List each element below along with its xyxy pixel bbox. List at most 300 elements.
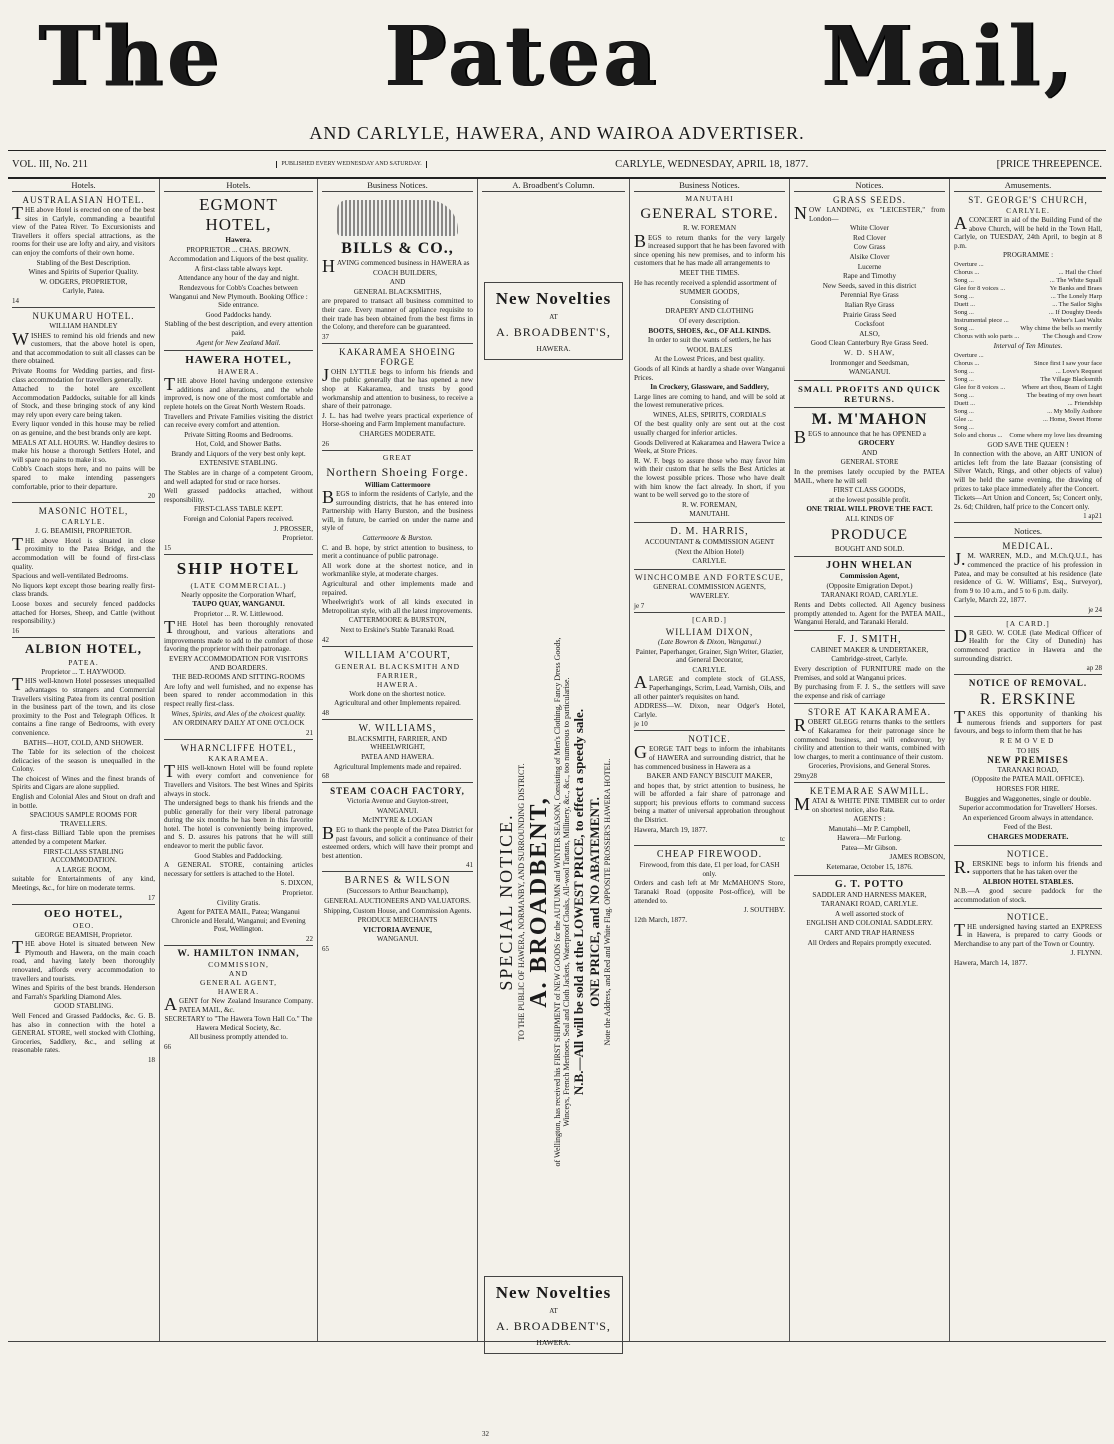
ad-title: STEAM COACH FACTORY, [330,786,465,797]
ad-number: 66 [164,1042,171,1051]
ad-paragraph: Attached to the hotel are excellent Accommodation Paddocks, suitable for all kinds of Stock, and these bringing stock of any kind may rely upon every care being taken. [12,385,155,419]
ad-paragraph: Rendezvous for Cobb's Coaches between Wanganui and New Plymouth. Booking Office : Side entrance. [169,283,308,310]
ad-line: GENERAL BLACKSMITHS, [353,287,442,296]
programme-item-kind: Song ... [954,407,974,415]
ad-f-j-smith [794,634,945,705]
ad-title: WINCHCOMBE AND FORTESCUE, [635,572,784,582]
ad-line: WANGANUI. [848,368,891,377]
ad-paragraph: FIRST CLASS GOODS, [833,486,906,495]
ad-line: TARANAKI ROAD, CARLYLE. [821,591,918,600]
special-notice-name: A. BROADBENT, [525,796,552,1008]
ad-paragraph: Well Fenced and Grassed Paddocks, &c. G. B. has also in connection with the hotel a GENERAL STORE, well stocked with Clothing, Groceries, Saddlery, &c., and selling at reasonable rates. [12,1011,155,1055]
programme-item-title: Why chime the bells so merrily [1020,324,1102,332]
ad-paragraph: VICTORIA AVENUE, [363,925,432,934]
ad-signature: W. ODGERS, PROPRIETOR, [39,277,128,286]
ad-paragraph: SPACIOUS SAMPLE ROOMS FOR TRAVELLERS. [29,811,138,828]
ad-masonic-hotel [12,506,155,638]
ad-paragraph: BOOTS, SHOES, &c., OF ALL KINDS. [648,326,771,335]
programme-row [954,352,1102,360]
programme-item-title: ... The Lonely Harp [1050,292,1102,300]
ad-steam-coach-factory [322,786,473,872]
ad-wharncliffe-hotel [164,743,313,946]
ad-line: WAVERLEY. [689,592,730,601]
seed-item: Alsike Clover [849,252,890,261]
seed-item: Lucerne [857,262,882,271]
ad-barnes-wilson [322,875,473,955]
ad-line: GROCERY [858,439,895,448]
ad-paragraph: are prepared to transact all business committed to their care. Every manner of appliance requisite to their trade has been obtained from the best firms in the Colony, and therefore can be guaranteed. [322,297,473,332]
ad-title: ALBION HOTEL, [24,640,143,656]
ad-ship-hotel [164,559,313,740]
novelties-at: AT [549,1307,558,1315]
ad-title: WILLIAM DIXON, [665,626,754,637]
novelties-at: AT [549,313,558,321]
ad-title: Northern Shoeing Forge. [326,464,469,479]
ad-hawera-hotel [164,354,313,555]
ad-line: Buggies and Waggonettes, single or double. [964,794,1092,803]
column-heading: Notices. [794,179,945,192]
programme-item-kind: Song ... [954,367,974,375]
ad-body: ALARGE and complete stock of GLASS, Paperhangings, Scrim, Lead, Varnish, Oils, and all other painter's requisites on hand. [634,672,786,701]
ad-title: JOHN WHELAN [826,560,913,572]
ad-line: N.B.—A good secure paddock for the accommodation of stock. [954,887,1102,904]
masthead [8,4,1106,122]
ad-hamilton-inman [164,949,313,1053]
programme-row [954,325,1102,333]
ad-place: CARLYLE. [1006,206,1050,215]
ad-number: ap 28 [1086,664,1102,673]
ad-paragraph: The choicest of Wines and the finest brands of Spirits and Cigars are alone supplied. [12,774,155,792]
ad-paragraph: WANGANUI. [376,935,419,944]
ad-line: Feed of the Best. [1003,823,1053,832]
ad-title: KAKARAMEA SHOEING FORGE [339,346,456,367]
ad-paragraph: Manutahi—Mr P. Campbell, [828,824,911,833]
programme-item-title: ... Hail the Chief [1058,268,1102,276]
ad-notice-of-removal [954,678,1102,845]
ad-paragraph: C. and B. hope, by strict attention to business, to merit a continuance of public patronage. [322,543,473,561]
ad-paragraph: Orders and cash left at Mr McMAHON'S Store, Taranaki Road (opposite Post-office), will be attended to. [634,879,785,905]
programme-item-title: ... Love's Request [1055,367,1102,375]
programme-part-1 [954,261,1102,341]
ad-body: J.M. WARREN, M.D., and M.Ch.Q.U.I., has commenced the practice of his profession in Patea, and may be consulted at his residence (late residence of G. W. Williams', Esq., Surveyor), from 9 to 10 a.m., and 5 to 6 p.m. daily. [954,549,1102,595]
ad-paragraph: He has recently received a splendid assortment of [634,278,777,287]
ad-line: CHARGES MODERATE. [987,832,1069,841]
ad-paragraph: WINES, ALES, SPIRITS, CORDIALS [652,410,766,419]
ad-line: An experienced Groom always in attendance. [962,813,1094,822]
ad-number: 48 [322,708,329,717]
columns [8,179,1106,1438]
ad-body: THE above Hotel is erected on one of the best sites in Carlyle, commanding a beautiful view of the Patea River. To Excursionists and Travellers it offers special attractions, as the rooms for their use are lofty and airy, and visitors can enjoy the comforts of their own home. [12,203,155,257]
ad-erskine-notice [954,849,1102,909]
ad-paragraph: and hopes that, by strict attention to business, he will be afforded a fair share of patronage and support; his previous efforts to command success being a matter of universal approbation throughout the District. [634,781,785,825]
ad-line: HORSES FOR HIRE. [996,785,1060,793]
programme-closing: GOD SAVE THE QUEEN ! [987,440,1069,449]
ad-body: THE above Hotel is situated between New Plymouth and Hawera, on the main coach road, and having lately been thoroughly renovated, affords every accommodation to travellers and tourists. [12,937,155,983]
ad-paragraph: At the Lowest Prices, and best quality. [654,355,765,364]
ad-number: 15 [164,543,171,552]
programme-row [954,333,1102,341]
ad-line: COMMISSION, [208,960,269,969]
ad-paragraph: EVERY ACCOMMODATION FOR VISITORS AND BOARDERS. [168,654,309,672]
ad-line: MANUTAHI. [689,510,730,519]
ad-body: THE above Hotel is situated in close proximity to the Patea Bridge, and the accommodation will be found of first-class quality. [12,533,155,571]
ad-paragraph: Brandy and Liquors of the very best only kept. [171,449,306,458]
programme-row [954,277,1102,285]
ad-number: tc [779,835,785,844]
ad-title: SMALL PROFITS AND QUICK RETURNS. [798,383,941,404]
ad-bills-co [322,200,473,344]
ad-body: BEGS to return thanks for the very largely increased support that he has been favored with since opening his new premises, and to inform his customers that he has made all arrangements to [634,230,785,268]
ad-title: SHIP HOTEL [176,558,301,578]
ad-title: OEO HOTEL, [43,907,124,920]
programme-row [954,269,1102,277]
novelties-town: HAWERA. [536,1338,571,1347]
ad-number: 65 [322,944,329,953]
ad-paragraph: BAKER AND FANCY BISCUIT MAKER, [646,772,773,781]
column-notices-1 [790,179,950,1341]
programme-item-title: ... If Doughty Deeds [1048,308,1102,316]
ad-nukumaru-hotel [12,311,155,503]
ad-paragraph: Groceries, Provisions, and General Stores. [808,762,931,771]
programme-row [954,416,1102,424]
ad-paragraph: FIRST-CLASS TABLE KEPT. [194,505,283,514]
ad-owner: William Cattermoore [364,480,431,489]
ad-title: BARNES & WILSON [344,875,451,887]
ad-paragraph: The Table for its selection of the choicest delicacies of the season is unequalled in the Colony. [12,748,155,774]
ad-title: KETEMARAE SAWMILL. [809,785,930,796]
ad-title: W. HAMILTON INMAN, [177,949,300,959]
ad-paragraph: Hawera, March 19, 1877. [634,825,708,834]
ad-line: (Opposite Emigration Depot.) [826,581,913,590]
ad-line: HAWERA. [217,987,260,996]
ad-title: G. T. POTTO [834,878,905,890]
ad-paragraph: CART AND TRAP HARNESS [824,929,915,938]
ad-number: je 10 [634,720,648,729]
programme-row [954,293,1102,301]
programme-row [954,424,1102,432]
special-notice-body: of Wellington, has received his FIRST SHIPMENT of NEW GOODS for the AUTUMN and WINTER SEASON, Consisting of Men's Clothing, Fancy Dress Goods, Winceys, French Merinoes, Seal and Cloth Jackets, Waterproof Cloaks, All-wool Tartans, Millinery, &c., &c., too numerous to particularise. [552,637,571,1167]
ad-paragraph: J. L. has had twelve years practical experience of Horse-shoeing and Farm Implement manufacture. [322,411,473,429]
ad-title: NOTICE. [1006,911,1050,922]
ad-line: ACCOUNTANT & COMMISSION AGENT [644,538,775,546]
ad-signature: R. W. FOREMAN, [682,500,737,509]
ad-line: Painter, Paperhanger, Grainer, Sign Writer, Glazier, and General Decorator, [635,647,784,665]
ad-egmont-hotel [164,195,313,351]
ad-title: BILLS & CO., [341,240,454,257]
ad-oeo-hotel [12,908,155,1066]
ad-line: Proprietor. [282,889,313,898]
ad-line: Ironmonger and Seedsman, [830,358,909,367]
programme-item-title: Come where my love lies dreaming [1009,431,1102,439]
programme-item-title: ... The Sailor Sighs [1052,300,1102,308]
ad-line: Wines and Spirits of Superior Quality. [28,268,139,277]
programme-item-kind: Song ... [954,324,974,332]
ad-line: AND [861,448,878,457]
seed-item: Rape and Timothy [842,272,897,281]
ad-line: Carlyle, Patea. [62,287,105,296]
novelties-name: A. BROADBENT'S, [496,325,611,339]
ad-winchcombe-fortescue [634,573,785,613]
ad-body: GEORGE TAIT begs to inform the inhabitants of HAWERA and surrounding district, that he has commenced business in Hawera as a [634,742,785,771]
ad-number: 26 [322,439,329,448]
ad-paragraph: SECRETARY to "The Hawera Town Hall Co." The Hawera Medical Society, &c. [164,1015,313,1032]
ad-title: MASONIC HOTEL, [38,506,129,517]
ad-body: NOW LANDING, ex "LEICESTER," from London— [794,203,945,223]
ad-line: GENERAL AUCTIONEERS AND VALUATORS. [324,896,471,905]
ad-title: NOTICE. [1006,848,1050,859]
ad-paragraph: Consisting of [690,297,729,306]
ad-paragraph: SUMMER GOODS, [679,288,740,297]
ad-d-m-harris [634,526,785,570]
ad-number: 17 [148,893,155,902]
ad-body: THIS well-known Hotel possesses unequalled advantages to strangers and Commercial Travellers visiting Patea from its central position in the business part of the town, and its close proximity to the Post and Telegraph Offices. It contains a fine range of Bedrooms, with every convenience. [12,674,155,737]
ad-paragraph: English and Colonial Ales and Stout on draft and in bottle. [12,793,155,810]
programme-item-title: Weber's Last Waltz [1052,316,1102,324]
ad-signature: W. D. SHAW, [843,348,896,357]
ad-paragraph: Well grassed paddocks attached, without responsibility. [164,487,313,504]
coach-illustration [337,200,458,236]
ad-paragraph: PRODUCE MERCHANTS [357,916,438,925]
programme-item-kind: Chorus with solo parts ... [954,332,1020,340]
ad-line: TARANAKI ROAD, CARLYLE. [821,900,918,909]
ad-line: TO HIS [1016,746,1040,755]
ad-number: 37 [322,332,329,341]
issue-date: CARLYLE, WEDNESDAY, APRIL 18, 1877. [615,158,809,170]
column-heading: A. Broadbent's Column. [482,179,625,192]
ad-owner: J. G. BEAMISH, PROPRIETOR. [35,527,132,536]
ad-title: MEDICAL. [1002,541,1054,552]
programme-item-kind: Glee for 8 voices ... [954,284,1006,292]
programme-row [954,285,1102,293]
novelties-town: HAWERA. [536,344,571,353]
seed-item: New Seeds, saved in this district [822,281,917,290]
ad-title: W. WILLIAMS, [358,722,437,734]
programme-row [954,392,1102,400]
ad-paragraph: Agricultural and other Implements repaired. [334,699,461,708]
ad-dr-cole [954,619,1102,675]
ad-paragraph: The Stables are in charge of a competent Groom, and well adapted for stud or race horses. [164,469,313,486]
ad-number: 22 [306,935,313,943]
seed-item: Perennial Rye Grass [840,291,899,300]
ad-number: 18 [148,1055,155,1064]
ad-signature: J. PROSSER, [273,524,313,533]
ad-owner: McINTYRE & LOGAN [362,816,433,825]
ad-paragraph: Cobb's Coach stops here, and no pains will be spared to make intending passengers comfortable, prior to their departure. [12,465,155,491]
ad-paragraph: Wines and Spirits of the best brands. Henderson and Farrah's Sparkling Diamond Ales. [12,984,155,1001]
ad-line: (Next the Albion Hotel) [675,547,744,556]
special-notice-nb: N.B.—All will be sold at the LOWEST PRICE, to effect a speedy sale. [570,708,586,1096]
ad-paragraph: In Crockery, Glassware, and Saddlery, [650,383,769,392]
ad-owner: WILLIAM HANDLEY [49,321,118,330]
programme-item-kind: Chorus ... [954,268,980,276]
programme-item-kind: Overture ... [954,260,984,268]
programme-row [954,376,1102,384]
ad-body: BEG to thank the people of the Patea District for past favours, and solicit a continuance of their esteemed orders, which will have their prompt and best attention. [322,822,473,860]
programme-row [954,368,1102,376]
ad-number: 14 [12,296,19,305]
ad-paragraph: at the lowest possible profit. [828,495,911,504]
ad-paragraph: THE BED-ROOMS AND SITTING-ROOMS [172,673,305,682]
ad-line: (Late Bowron & Dixon, Wanganui.) [658,637,761,646]
ad-line: Cambridge-street, Carlyle. [831,655,908,664]
ad-line: Victoria Avenue and Guyton-street, [346,797,449,806]
ad-number: je 24 [1088,605,1102,614]
programme-row [954,360,1102,368]
ad-number: je 7 [634,601,645,610]
ad-paragraph: All business promptly attended to. [189,1033,288,1042]
ad-number: 1 ap21 [1083,512,1102,521]
ad-paragraph: Travellers and Private Families visiting the district can receive every comfort and attention. [164,412,313,430]
ad-paragraph: Accommodation and Liquors of the best quality. [168,255,309,264]
ad-paragraph: In the premises lately occupied by the PATEA MAIL, where he will sell [794,468,945,485]
novelties-box-bottom [484,1276,623,1354]
ad-paragraph: AGENTS : [853,815,886,824]
ad-place: PATEA. [68,657,99,667]
programme-title: PROGRAMME : [1002,251,1054,260]
ad-paragraph: A well assorted stock of [834,909,905,918]
ad-store-kakaramea [794,707,945,783]
programme-row [954,309,1102,317]
ad-signature: JAMES ROBSON, [889,853,945,862]
ad-paragraph: A LARGE ROOM, [55,865,112,874]
ad-paragraph: All Orders and Repairs promptly executed. [807,938,932,947]
ad-paragraph: All work done at the shortest notice, and in workmanlike style, at moderate charges. [322,561,473,579]
special-notice-price: ONE PRICE, and NO ABATEMENT. [586,797,602,1007]
ad-cheap-firewood [634,849,785,927]
ad-card: [CARD.] [692,614,727,624]
ad-body: ACONCERT in aid of the Building Fund of the above Church, will be held in the Town Hall, Carlyle, on TUESDAY, 24th April, to begin at 8 p.m. [954,213,1102,250]
ad-paragraph: DRAPERY AND CLOTHING [665,307,754,316]
special-notice-rotated [496,622,612,1182]
programme-item-title: Since first I saw your face [1033,359,1102,367]
programme-interval: Interval of Ten Minutes. [993,341,1063,350]
ad-line: AND [228,969,249,978]
ad-paragraph: The undersigned begs to thank his friends and the public generally for their very liberal patronage during the six months he has been in this favorite hotel. The hotel is conveniently being improved, and S. D. assures his patrons that he will still endeavor to merit the public favor. [164,799,313,851]
ad-title: NOTICE OF REMOVAL. [968,678,1088,689]
ad-number: 21 [306,728,313,737]
ad-paragraph: Of the best quality only are sent out at the cost usually charged for inferior articles. [634,420,785,438]
ad-body: THE Hotel has been thoroughly renovated throughout, and various alterations and improvements made to add to the comfort of those favoring the proprietor with their patronage. [164,616,313,654]
ad-paragraph: ENGLISH AND COLONIAL SADDLERY. [806,919,933,928]
ad-paragraph: FIRST-CLASS STABLING ACCOMMODATION. [43,847,124,865]
programme-item-kind: Song ... [954,423,974,431]
ad-paragraph: MEET THE TIMES. [679,268,740,277]
column-hotels-2 [160,179,318,1341]
ad-line: Stabling of the Best Description. [36,258,131,267]
ad-paragraph: A first-class Billiard Table upon the premises attended by a competent Marker. [12,829,155,847]
column-subheading: Notices. [954,525,1102,538]
ad-northern-forge [322,453,473,647]
column-broadbent [478,179,630,1438]
ad-title: EGMONT HOTEL, [199,195,278,234]
special-notice-address: Note the Address, and Red and White Flag. OPPOSITE PROSSER'S HAWERA HOTEL. [602,758,612,1046]
ad-place: CARLYLE. [61,517,106,527]
ad-paragraph: CHARGES MODERATE. [359,429,436,438]
ad-body: WISHES to remind his old friends and new customers, that the above hotel is open, and that accommodation to suit all classes can be there obtained. [12,328,155,366]
programme-item-kind: Instrumental piece ... [954,316,1009,324]
ad-signature: J. FLYNN. [1070,949,1102,958]
ad-subtitle: (LATE COMMERCIAL.) [190,580,287,590]
novelties-box-top [484,282,623,360]
ad-william-acourt [322,650,473,720]
programme-item-kind: Song ... [954,292,974,300]
ad-george-tait [634,734,785,846]
ad-date: 12th March, 1877. [634,915,688,924]
broadbent-notice [482,282,625,1444]
ad-number: 16 [12,626,19,635]
programme-row [954,301,1102,309]
ad-paragraph: PRODUCE [830,526,908,543]
ad-line: SADDLER AND HARNESS MAKER, [812,890,927,899]
programme-item-kind: Song ... [954,391,974,399]
ad-australasian-hotel [12,195,155,308]
ad-paragraph: ADDRESS—W. Dixon, near Odger's Hotel, Carlyle. [634,702,785,719]
seed-item: Prairie Grass Seed [842,310,897,319]
ad-line: COACH BUILDERS, [373,268,437,277]
novelties-name: A. BROADBENT'S, [496,1319,611,1333]
ad-place: KAKARAMEA. [208,753,269,763]
ad-body: JOHN LYTTLE begs to inform his friends and the public generally that he has opened a new shop at Kakaramea, and trusts by good workmanship and attention to business, to receive a share of their patronage. [322,364,473,411]
ad-owner: Proprietor ... T. HAYWOOD. [41,667,126,676]
ad-title: WILLIAM A'COURT, [344,649,451,661]
ad-paragraph: Good Stables and Paddocking. [194,851,283,860]
programme-row [954,317,1102,325]
ad-title: GENERAL STORE. [640,206,779,222]
ad-body: BEGS to announce that he has OPENED a [794,426,926,447]
ad-body: ROBERT GLEGG returns thanks to the settlers of Kakaramea for their patronage since he commenced business, and will endeavour, by civility and attention to their wants, combined with low charges, to merit a continuance of their custom. [794,715,945,761]
ad-place: HAWERA. [217,367,260,377]
ad-body: THIS well-known Hotel will be found replete with every comfort and convenience for Travellers and Visitors. The best Wines and Spirits always in stock. [164,760,313,798]
volume-number: VOL. III, No. 211 [12,158,89,170]
ad-line: (Opposite the PATEA MAIL OFFICE). [971,775,1085,784]
programme-item-kind: Glee for 8 voices ... [954,383,1006,391]
programme-item-title: ... Home, Sweet Home [1042,415,1102,423]
ad-body: THE above Hotel having undergone extensive additions and alterations, and the whole improved, is now one of the most comfortable and replete hotels on the Great North Western Roads. [164,374,313,411]
ad-paragraph: Rents and Debts collected. All Agency business promptly attended to. Agent for the PATEA MAIL, Wanganui Herald, and Taranaki Herald. [794,601,945,627]
ad-paragraph: Hawera—Mr Furlong. [837,834,902,843]
ad-flynn-express [954,912,1102,971]
ad-body: AGENT for New Zealand Insurance Company. PATEA MAIL, &c. [164,994,313,1014]
ad-body: MATAI & WHITE PINE TIMBER cut to order on shortest notice, also Rata. [794,793,945,814]
seed-item: ALSO, [859,329,880,338]
programme-row [954,408,1102,416]
ad-title: CHEAP FIREWOOD. [656,849,763,861]
programme-item-title: Where art thou, Beam of Light [1021,383,1102,391]
ad-title: NUKUMARU HOTEL. [32,310,135,321]
ad-line: Proprietor. [282,534,313,543]
ad-paragraph: ALL KINDS OF [845,515,894,524]
ad-paragraph: Next to Erskine's Stable Taranaki Road. [340,626,455,634]
ad-line: REMOVED [999,737,1057,746]
programme-item-kind: Duett ... [954,300,975,308]
ad-title: GRASS SEEDS. [832,195,907,205]
ad-william-dixon [634,615,785,731]
programme-item-title: The Chough and Crow [1042,332,1102,340]
title-word-1: The [38,9,223,105]
ad-paragraph: In connection with the above, an ART UNION of articles left from the late Bazaar (consisting of Silver Watch, Rings, and other objects of value) will be held the same evening, the drawing of prizes to take place immediately after the Concert. [954,450,1102,493]
issue-price: [PRICE THREEPENCE. [996,158,1102,170]
seed-item: White Clover [850,224,889,233]
programme-item-title: ... My Molly Asthore [1047,407,1102,415]
ad-title: WHARNCLIFFE HOTEL, [180,742,297,753]
ad-albion-hotel [12,641,155,905]
ad-paragraph: MEALS AT ALL HOURS. W. Handley desires to make his house a thorough Settlers Hotel, and will spare no pains to make it so. [12,438,155,464]
ad-place: Hawera. [225,236,252,244]
column-heading: Amusements. [954,179,1102,192]
ad-grass-seeds [794,195,945,381]
column-heading: Business Notices. [322,179,473,192]
ad-paragraph: Attendance any hour of the day and night. [178,274,299,283]
